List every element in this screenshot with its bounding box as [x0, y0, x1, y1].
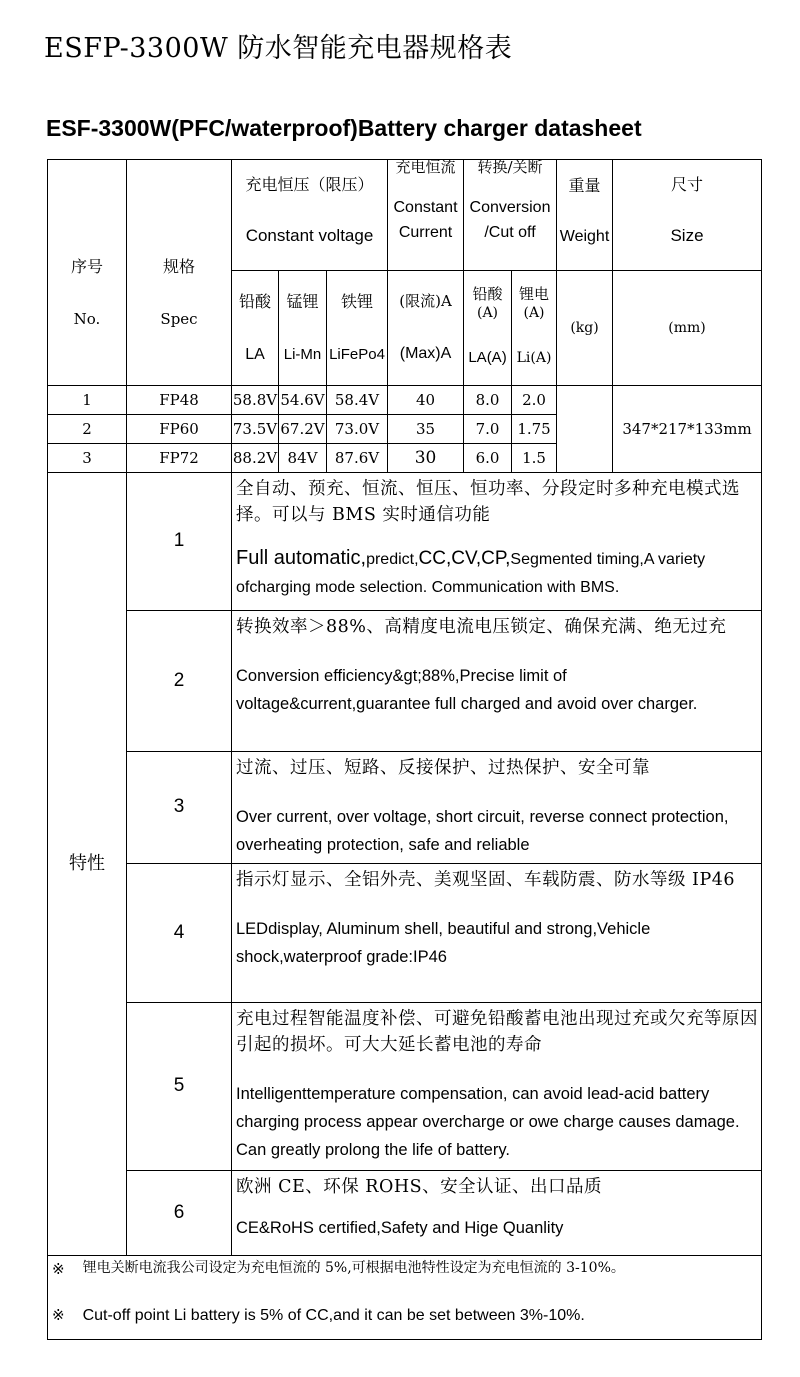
feature-text [232, 1003, 762, 1171]
row-lifepo: 87.6V [327, 444, 388, 473]
feature-cn: 转换效率＞88%、高精度电流电压锁定、确保充满、绝无过充 [236, 617, 727, 637]
conv-la-header-a: (A) [476, 304, 499, 321]
la-header-cn: 铅酸 [238, 291, 271, 311]
cc-header [388, 157, 464, 271]
row-cc: 30 [388, 444, 464, 473]
notes-cell [48, 1256, 762, 1340]
row-no: 3 [48, 444, 127, 473]
limit-header-en: (Max)A [399, 345, 452, 363]
feature-cn: 全自动、预充、恒流、恒压、恒功率、分段定时多种充电模式选择。可以与 BMS 实时通信功能 [236, 479, 740, 525]
spec-header [127, 160, 232, 386]
lifepo-header [327, 271, 388, 386]
feature-en: Over current, over voltage, short circuit, reverse connect protection, overheating protection, safe and reliable [236, 808, 729, 854]
feature-en-b: CC,CV,CP, [418, 548, 511, 569]
feature-number: 1 [127, 473, 232, 611]
row-spec: FP60 [127, 415, 232, 444]
conv-li-header-a: (A) [523, 305, 545, 322]
cv-header-en: Constant voltage [245, 226, 374, 246]
note-mark-icon: ※ [52, 1306, 65, 1324]
feature-row [48, 473, 762, 611]
limn-header-cn: 锰锂 [286, 292, 319, 312]
feature-row [48, 1171, 762, 1256]
row-spec: FP48 [127, 386, 232, 415]
note-cn [52, 1260, 757, 1278]
feature-text [232, 473, 762, 611]
conv-li-header-cn: 锂电 [519, 285, 550, 304]
row-conv-li: 1.5 [512, 444, 557, 473]
conv-header-en1: Conversion [469, 198, 551, 216]
feature-text [232, 864, 762, 1003]
feature-number: 2 [127, 611, 232, 752]
row-lifepo: 58.4V [327, 386, 388, 415]
feature-en: LEDdisplay, Aluminum shell, beautiful and strong,Vehicle shock,waterproof grade:IP46 [236, 920, 651, 966]
row-conv-la: 6.0 [464, 444, 512, 473]
cv-header [232, 160, 388, 271]
row-la: 73.5V [232, 415, 279, 444]
conv-header-cn: 转换/关断 [477, 157, 543, 176]
weight-header-en: Weight [559, 228, 610, 245]
row-limn: 67.2V [279, 415, 327, 444]
note-en-text: Cut-off point Li battery is 5% of CC,and it can be set between 3%-10%. [82, 1307, 585, 1324]
spec-table [47, 159, 762, 1340]
seq-header [48, 160, 127, 386]
la-header [232, 271, 279, 386]
feature-en-a: predict, [366, 551, 419, 568]
limit-header-cn: (限流)A [399, 292, 452, 311]
conv-la-header-cn: 铅酸 [472, 284, 503, 303]
table-row [48, 386, 762, 415]
header-row-1 [48, 160, 762, 271]
row-conv-li: 2.0 [512, 386, 557, 415]
conv-li-header-en: Li(A) [516, 350, 552, 366]
conv-la-header [464, 271, 512, 386]
row-cc: 35 [388, 415, 464, 444]
feature-number: 5 [127, 1003, 232, 1171]
feature-text [232, 611, 762, 752]
feature-row [48, 1003, 762, 1171]
notes-row [48, 1256, 762, 1340]
feature-cn: 欧洲 CE、环保 ROHS、安全认证、出口品质 [236, 1177, 603, 1197]
conv-header [464, 157, 557, 271]
feature-row [48, 611, 762, 752]
note-mark-icon: ※ [52, 1260, 65, 1278]
feature-row [48, 752, 762, 864]
features-label: 特性 [48, 473, 127, 1256]
cc-header-cn: 充电恒流 [395, 157, 456, 176]
weight-header [557, 160, 613, 271]
limn-header [279, 271, 327, 386]
weight-unit: (kg) [557, 271, 613, 386]
size-value: 347*217*133mm [613, 386, 762, 473]
limn-header-en: Li-Mn [283, 345, 322, 363]
size-header [613, 160, 762, 271]
row-limn: 54.6V [279, 386, 327, 415]
conv-header-en2: /Cut off [484, 224, 536, 241]
row-cc: 40 [388, 386, 464, 415]
spec-header-en: Spec [160, 310, 198, 329]
weight-value [557, 386, 613, 473]
row-no: 1 [48, 386, 127, 415]
size-unit: (mm) [613, 271, 762, 386]
note-en [52, 1306, 757, 1325]
feature-text [232, 1171, 762, 1256]
cc-header-en2: Current [398, 224, 453, 241]
la-header-en: LA [245, 346, 265, 363]
feature-en: Conversion efficiency&gt;88%,Precise limit of voltage&current,guarantee full charged and avoid over charger. [236, 667, 698, 713]
cc-header-en1: Constant [393, 198, 458, 216]
feature-en [236, 544, 758, 602]
feature-en: CE&RoHS certified,Safety and Hige Quanlity [236, 1219, 564, 1237]
feature-number: 3 [127, 752, 232, 864]
row-conv-la: 8.0 [464, 386, 512, 415]
row-la: 88.2V [232, 444, 279, 473]
feature-en: Intelligenttemperature compensation, can avoid lead-acid battery charging process appear overcharge or owe charge causes damage. Can greatly prolong the life of battery. [236, 1085, 740, 1159]
row-limn: 84V [279, 444, 327, 473]
seq-header-cn: 序号 [70, 256, 103, 276]
feature-en-lead: Full automatic, [236, 547, 367, 569]
feature-cn: 指示灯显示、全铝外壳、美观坚固、车载防震、防水等级 IP46 [236, 870, 736, 890]
feature-row [48, 864, 762, 1003]
feature-cn: 过流、过压、短路、反接保护、过热保护、安全可靠 [236, 758, 650, 778]
note-cn-text: 锂电关断电流我公司设定为充电恒流的 5%,可根据电池特性设定为充电恒流的 3-10%。 [82, 1260, 625, 1276]
datasheet-title: ESF-3300W(PFC/waterproof)Battery charger datasheet [46, 115, 642, 141]
feature-text [232, 752, 762, 864]
size-header-cn: 尺寸 [671, 175, 704, 195]
size-header-en: Size [670, 226, 704, 246]
row-no: 2 [48, 415, 127, 444]
weight-header-cn: 重量 [568, 175, 601, 195]
row-la: 58.8V [232, 386, 279, 415]
document-title: ESFP-3300W 防水智能充电器规格表 [44, 33, 513, 64]
feature-number: 6 [127, 1171, 232, 1256]
limit-header [388, 271, 464, 386]
conv-li-header [512, 271, 557, 386]
conv-la-header-en: LA(A) [468, 349, 507, 367]
row-spec: FP72 [127, 444, 232, 473]
spec-header-cn: 规格 [162, 256, 195, 276]
row-lifepo: 73.0V [327, 415, 388, 444]
seq-header-en: No. [73, 310, 101, 329]
feature-number: 4 [127, 864, 232, 1003]
feature-en-c: Segmented timing,A variety ofcharging mode selection. Communication with BMS. [236, 551, 706, 596]
row-conv-la: 7.0 [464, 415, 512, 444]
row-conv-li: 1.75 [512, 415, 557, 444]
feature-cn: 充电过程智能温度补偿、可避免铅酸蓄电池出现过充或欠充等原因引起的损坏。可大大延长蓄电池的寿命 [236, 1009, 758, 1055]
lifepo-header-en: LiFePo4 [329, 345, 385, 363]
cv-header-cn: 充电恒压（限压） [245, 175, 374, 195]
lifepo-header-cn: 铁锂 [341, 292, 374, 312]
